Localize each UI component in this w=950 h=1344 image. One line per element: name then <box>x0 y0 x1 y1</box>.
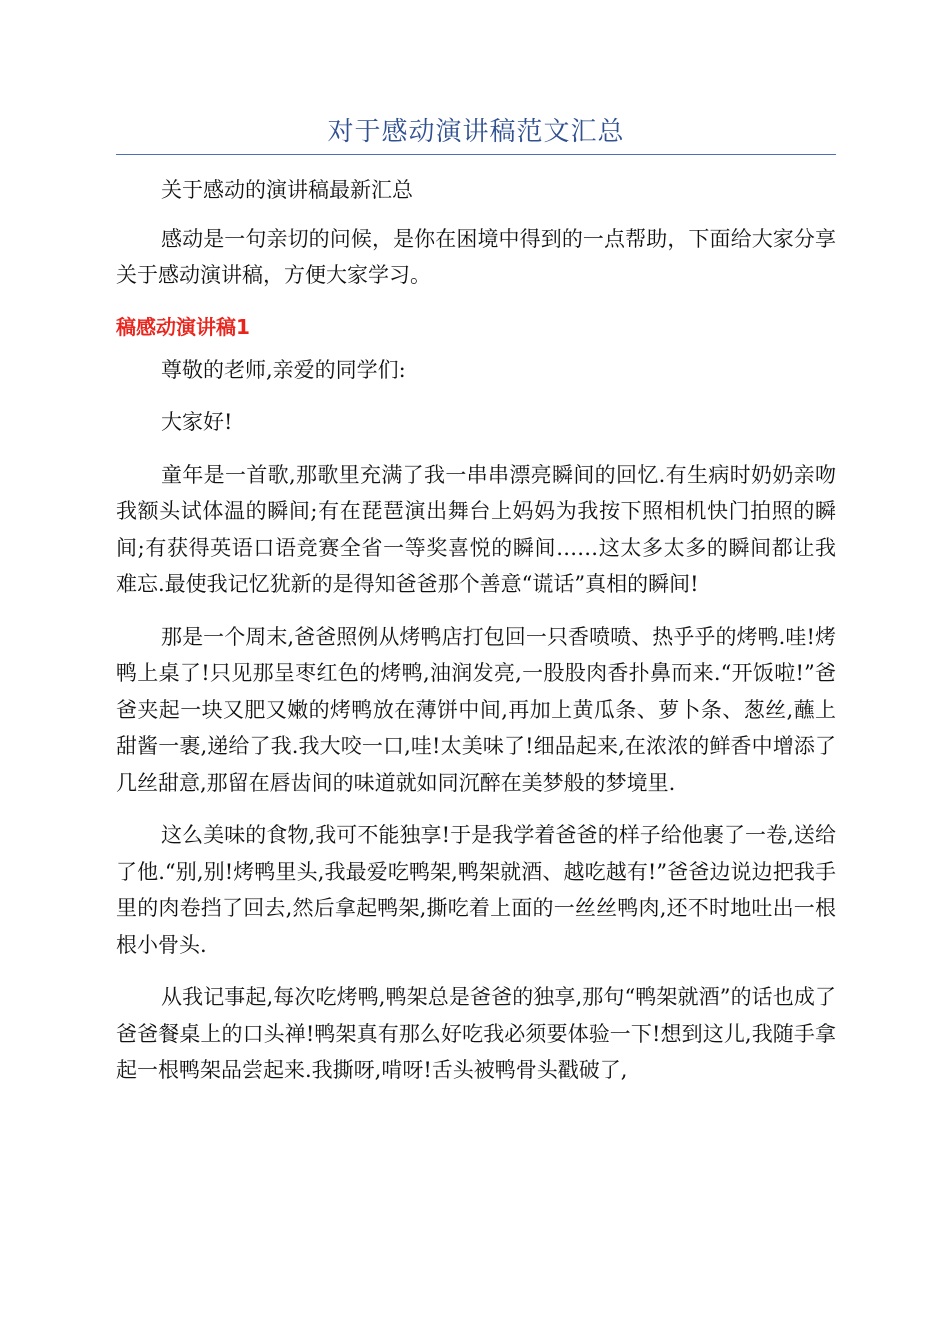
intro-paragraph: 感动是一句亲切的问候，是你在困境中得到的一点帮助，下面给大家分享关于感动演讲稿，方便大家学习。 <box>116 226 836 287</box>
section-heading: 稿感动演讲稿1 <box>116 314 250 339</box>
body-paragraph-3: 这么美味的食物,我可不能独享!于是我学着爸爸的样子给他裹了一卷,送给了他.“别,别!烤鸭里头,我最爱吃鸭架,鸭架就酒、越吃越有!”爸爸边说边把我手里的肉卷挡了回去,然后拿起鸭架,撕吃着上面的一丝丝鸭肉,还不时地吐出一根根小骨头. <box>116 823 836 957</box>
greeting: 大家好! <box>161 410 233 434</box>
intro-subtitle: 关于感动的演讲稿最新汇总 <box>161 178 413 202</box>
body-paragraph-1: 童年是一首歌,那歌里充满了我一串串漂亮瞬间的回忆.有生病时奶奶亲吻我额头试体温的瞬间;有在琵琶演出舞台上妈妈为我按下照相机快门拍照的瞬间;有获得英语口语竞赛全省一等奖喜悦的瞬间……这太多太多的瞬间都让我难忘.最使我记忆犹新的是得知爸爸那个善意“谎话”真相的瞬间! <box>116 462 836 596</box>
document-body <box>116 172 836 1105</box>
body-paragraph-4: 从我记事起,每次吃烤鸭,鸭架总是爸爸的独享,那句“鸭架就酒”的话也成了爸爸餐桌上的口头禅!鸭架真有那么好吃我必须要体验一下!想到这儿,我随手拿起一根鸭架品尝起来.我撕呀,啃呀!舌头被鸭骨头戳破了, <box>116 985 836 1082</box>
body-paragraph-2: 那是一个周末,爸爸照例从烤鸭店打包回一只香喷喷、热乎乎的烤鸭.哇!烤鸭上桌了!只见那呈枣红色的烤鸭,油润发亮,一股股肉香扑鼻而来.“开饭啦!”爸爸夹起一块又肥又嫩的烤鸭放在薄饼中间,再加上黄瓜条、萝卜条、葱丝,蘸上甜酱一裹,递给了我.我大咬一口,哇!太美味了!细品起来,在浓浓的鲜香中增添了几丝甜意,那留在唇齿间的味道就如同沉醉在美梦般的梦境里. <box>116 624 836 795</box>
salutation: 尊敬的老师,亲爱的同学们: <box>161 357 406 382</box>
title-underline <box>116 154 836 155</box>
document-title: 对于感动演讲稿范文汇总 <box>327 117 625 147</box>
